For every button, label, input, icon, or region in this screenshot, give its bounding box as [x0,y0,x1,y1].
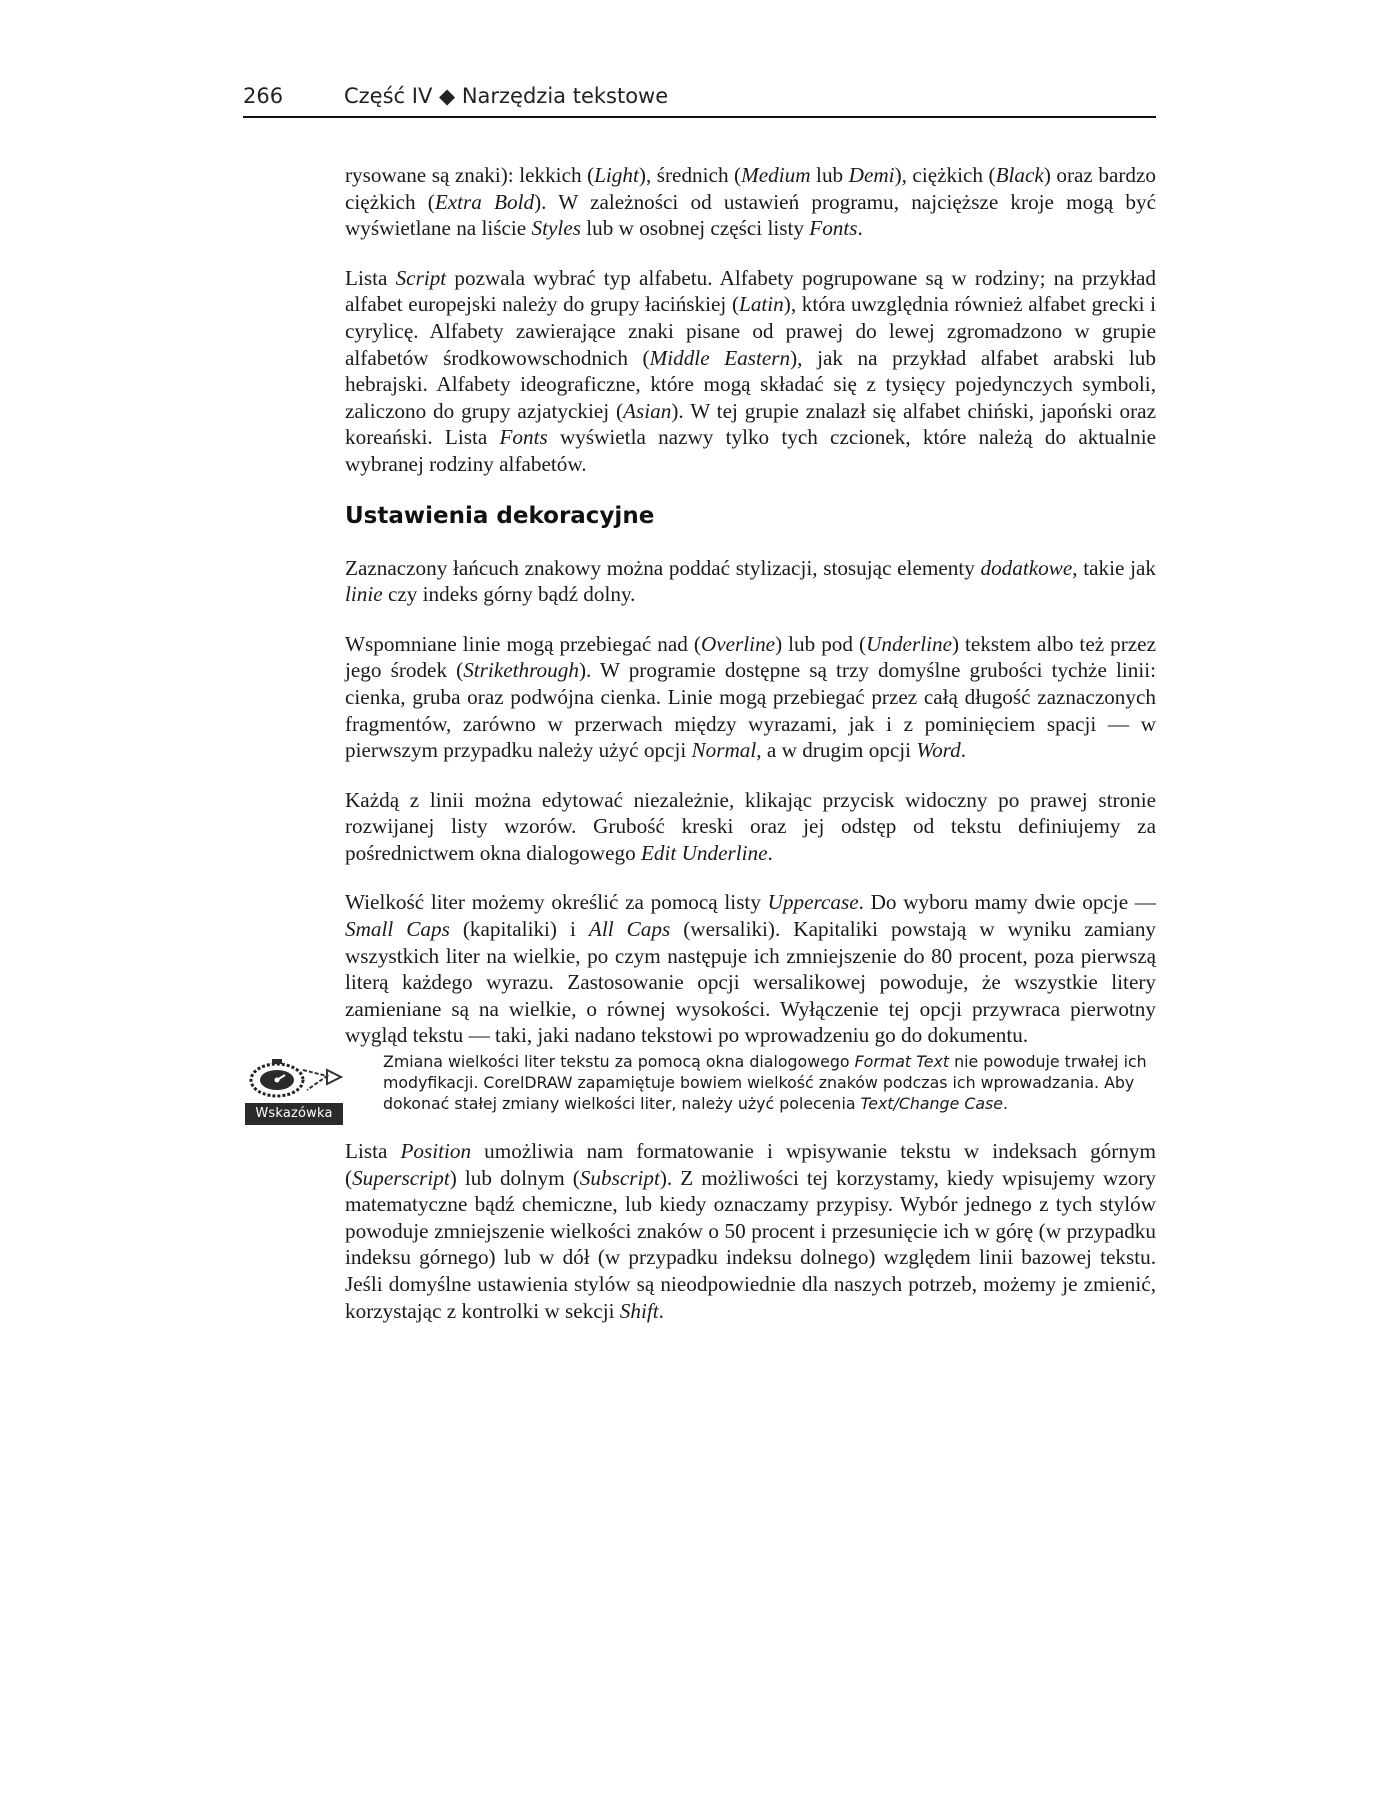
italic-term: Middle Eastern [649,345,791,370]
paragraph-3 [345,555,1156,608]
text-run: Lista [345,265,396,290]
text-run: , takie jak [1072,555,1156,580]
text-run: Każdą z linii można edytować niezależnie, klikając przycisk widoczny po prawej stronie rozwijanej listy wzorów. Grubość kreski oraz jej odstęp od tekstu definiujemy za pośrednictwem okna dialogowego [345,787,1156,865]
text-run: ) lub pod ( [775,631,867,656]
text-run: ) oraz bardzo ciężkich ( [345,163,1156,214]
italic-term: Overline [700,631,776,656]
paragraph-5 [345,787,1156,867]
italic-term: Demi [848,163,895,187]
italic-term: dodatkowe [980,555,1073,580]
italic-term: Normal [691,738,757,763]
text-run: ), która uwzględnia również alfabet grecki i cyrylicę. Alfabety zawierające znaki pisane od prawej do lewej zgromadzono w grupie alfabetów środkowowschodnich ( [345,292,1157,370]
italic-term: Latin [739,292,784,317]
text-run: Lista [345,1139,401,1164]
text-run: wyświetla nazwy tylko tych czcionek, które należą do aktualnie wybranej rodziny alfabetów. [345,425,1156,476]
text-run: Zmiana wielkości liter tekstu za pomocą okna dialogowego [383,1052,855,1072]
text-run: ). Z możliwości tej korzystamy, kiedy wpisujemy wzory matematyczne bądź chemiczne, lub kiedy oznaczamy przypisy. Wybór jednego z tych stylów powoduje zmniejszenie wielkości znaków o 50 procent i przesunięcie ich w górę (w przypadku indeksu górnego) lub w dół (w przypadku indeksu dolnego) względem linii bazowej tekstu. Jeśli domyślne ustawienia stylów są nieodpowiednie dla naszych potrzeb, możemy je zmienić, korzystając z kontrolki w sekcji [345,1165,1156,1323]
text-run: . [658,1298,664,1323]
stopwatch-arrow-icon [245,1056,345,1131]
text-run: ), jak na przykład alfabet arabski lub hebrajski. Alfabety ideograficzne, które mogą składać się z tysięcy pojedynczych symboli, zaliczono do grupy azjatyckiej ( [345,345,1156,423]
text-run: lub w osobnej części listy [580,216,810,241]
tip-box [255,1051,1156,1122]
italic-term: Uppercase [767,890,859,915]
paragraph-4 [345,631,1156,764]
italic-term: Strikethrough [463,658,579,683]
text-run: ) lub dolnym ( [449,1165,580,1190]
chapter-title: Część IV ◆ Narzędzia tekstowe [344,84,669,108]
text-run: lub [810,163,849,187]
italic-term: Format Text [854,1052,950,1072]
page-number: 266 [243,84,284,108]
text-run: . [1003,1094,1009,1114]
section-heading: Ustawienia dekoracyjne [345,502,655,529]
text-run: . [767,840,773,865]
italic-term: Word [916,738,961,763]
running-header [243,84,1156,118]
italic-term: Script [395,265,447,290]
italic-term: Fonts [499,425,548,450]
paragraph-2 [345,265,1156,478]
italic-term: Medium [741,163,811,187]
italic-term: Superscript [352,1165,450,1190]
text-run: ). W programie dostępne są trzy domyślne grubości tychże linii: cienka, gruba oraz podwójna cienka. Linie mogą przebiegać przez całą długość zaznaczonych fragmentów, zarówno w przerwach między wyrazami, jak i z pominięciem spacji — w pierwszym przypadku należy użyć opcji [345,658,1156,763]
italic-term: Fonts [809,216,858,241]
text-run: (wersaliki). Kapitaliki powstają w wyniku zamiany wszystkich liter na wielkie, po czym następuje ich zmniejszenie do 80 procent, poza pierwszą literą każdego wyrazu. Zastosowanie opcji wersalikowej powoduje, że wszystkie litery zamieniane są na wielkie, o równej wysokości. Wyłączenie tej opcji przywraca pierwotny wygląd tekstu — taki, jaki nadano tekstowi po wprowadzeniu go do dokumentu. [345,917,1157,1048]
paragraph-1 [345,162,1156,242]
text-run: ). W tej grupie znalazł się alfabet chiński, japoński oraz koreański. Lista [345,398,1156,450]
italic-term: Light [594,163,639,187]
text-run: umożliwia nam formatowanie i wpisywanie tekstu w indeksach górnym ( [345,1139,1156,1190]
text-run: ), ciężkich ( [894,163,996,187]
text-run: pozwala wybrać typ alfabetu. Alfabety pogrupowane są w rodziny; na przykład alfabet europejski należy do grupy łacińskiej ( [345,265,1156,317]
italic-term: Styles [531,216,581,241]
text-run: . [960,738,967,763]
italic-term: Asian [623,398,672,423]
tip-label: Wskazówka [245,1103,343,1125]
italic-term: Shift [619,1298,659,1323]
text-run: rysowane są znaki): lekkich ( [345,163,595,187]
text-run: Wspomniane linie mogą przebiegać nad ( [345,631,701,656]
italic-term: Small Caps [345,917,450,942]
italic-term: Edit Underline [640,840,768,865]
italic-term: Subscript [579,1165,660,1190]
text-run: Zaznaczony łańcuch znakowy można poddać stylizacji, stosując elementy [345,555,981,580]
text-run: ), średnich ( [638,163,742,187]
italic-term: Underline [866,631,952,656]
text-run: . Do wyboru mamy dwie opcje — [858,890,1156,915]
text-run: Wielkość liter możemy określić za pomocą listy [345,890,768,915]
tip-text [383,1051,1156,1114]
text-run: , a w drugim opcji [756,738,917,763]
text-run: (kapitaliki) i [449,917,589,942]
italic-term: Text/Change Case [860,1094,1003,1114]
italic-term: Black [995,163,1044,187]
text-run: ) tekstem albo też przez jego środek ( [345,631,1156,683]
text-run: . [857,216,863,241]
body-text [255,162,1157,1347]
italic-term: All Caps [588,917,671,942]
text-run: ). W zależności od ustawień programu, najcięższe kroje mogą być wyświetlane na liście [345,189,1156,241]
italic-term: Extra Bold [434,189,535,214]
italic-term: Position [400,1139,472,1164]
text-run: czy indeks górny bądź dolny. [382,582,636,607]
text-run: nie powoduje trwałej ich modyfikacji. CorelDRAW zapamiętuje bowiem wielkość znaków podczas ich wprowadzania. Aby dokonać stałej zmiany wielkości liter, należy użyć polecenia [383,1052,1147,1114]
paragraph-7 [345,1138,1156,1324]
italic-term: linie [345,582,383,607]
paragraph-6 [345,889,1156,1049]
